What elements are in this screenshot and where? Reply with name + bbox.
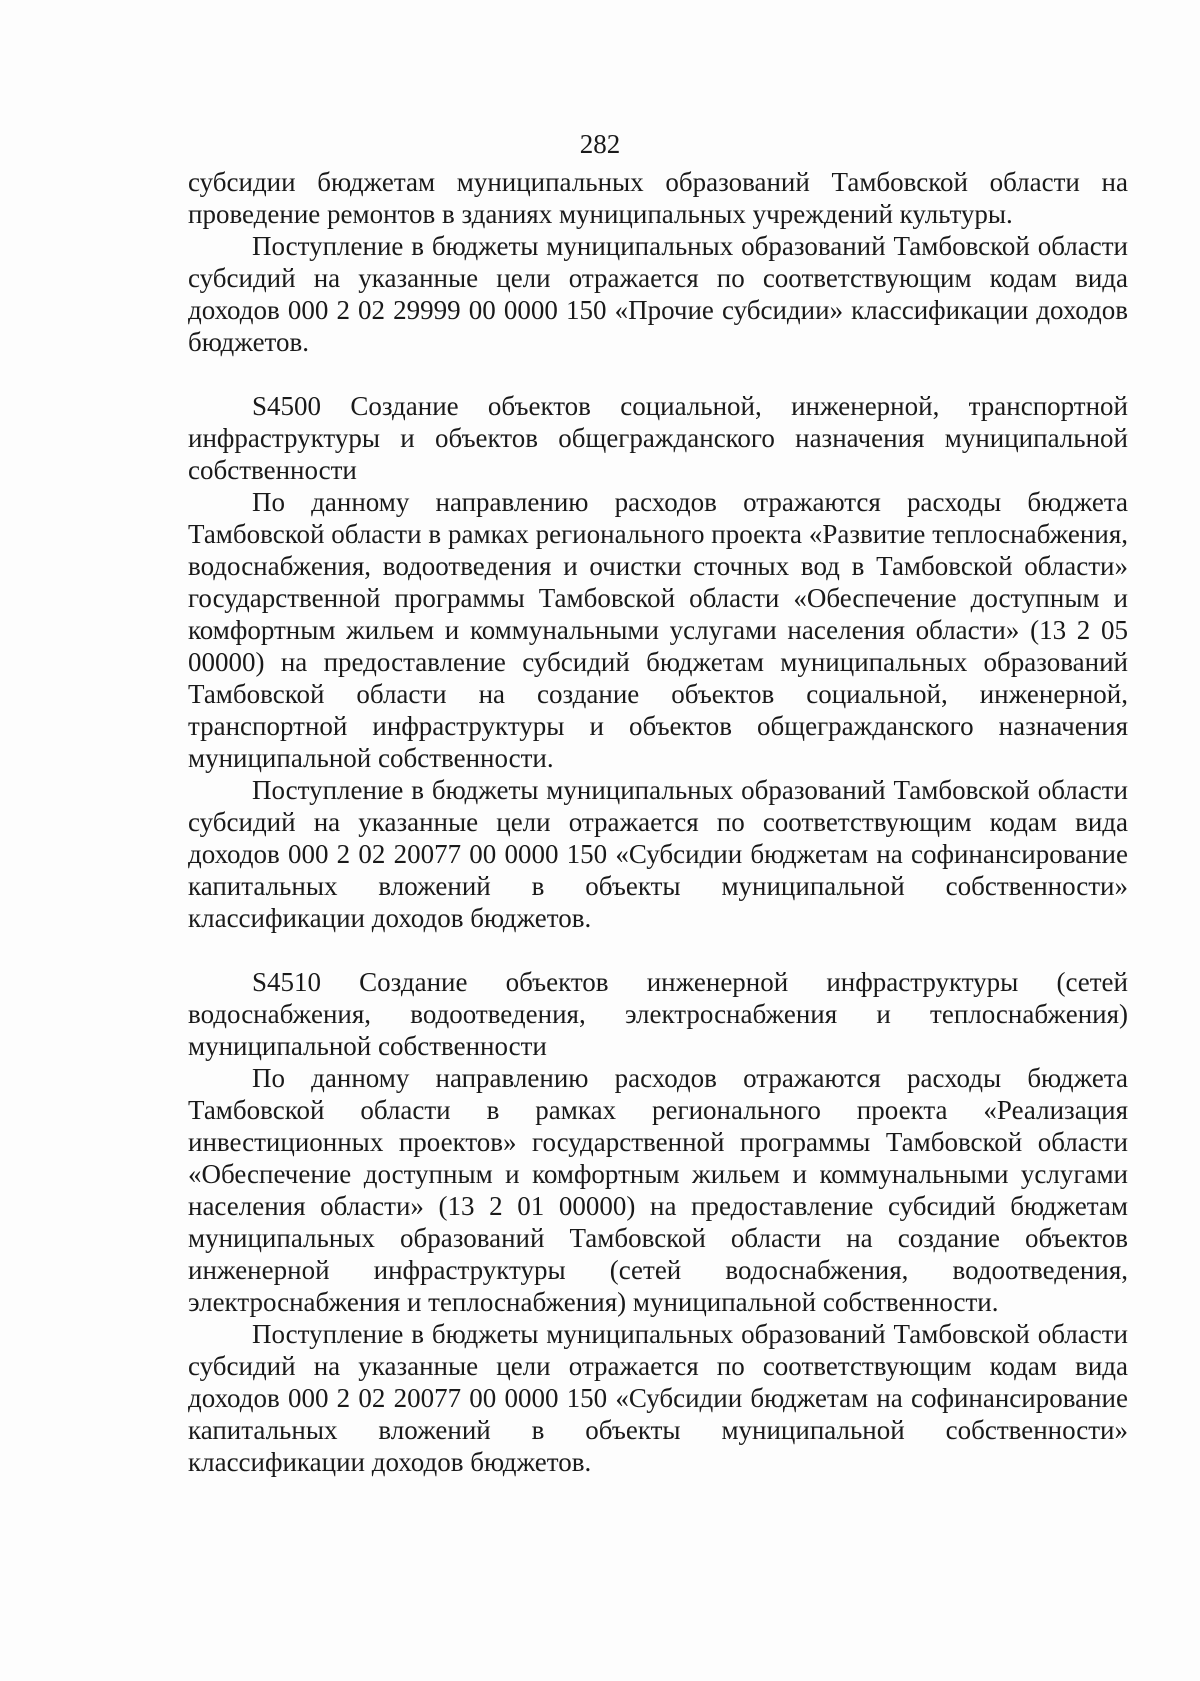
paragraph-s4500-revenue: Поступление в бюджеты муниципальных образований Тамбовской области субсидий на указанные цели отражается по соответствующим кодам вида доходов 000 2 02 20077 00 0000 150 «Субсидии бюджетам на софинансирование капитальных вложений в объекты муниципальной собственности» классификации доходов бюджетов. bbox=[188, 775, 1128, 933]
paragraph-continuation: субсидии бюджетам муниципальных образований Тамбовской области на проведение ремонтов в зданиях муниципальных учреждений культуры. bbox=[188, 167, 1128, 229]
section-heading-s4500: S4500 Создание объектов социальной, инженерной, транспортной инфраструктуры и объектов общегражданского назначения муниципальной собственности bbox=[188, 391, 1128, 485]
paragraph-s4510-revenue: Поступление в бюджеты муниципальных образований Тамбовской области субсидий на указанные цели отражается по соответствующим кодам вида доходов 000 2 02 20077 00 0000 150 «Субсидии бюджетам на софинансирование капитальных вложений в объекты муниципальной собственности» классификации доходов бюджетов. bbox=[188, 1319, 1128, 1477]
paragraph-s4500-description: По данному направлению расходов отражаются расходы бюджета Тамбовской области в рамках регионального проекта «Развитие теплоснабжения, водоснабжения, водоотведения и очистки сточных вод в Тамбовской области» государственной программы Тамбовской области «Обеспечение доступным и комфортным жильем и коммунальными услугами населения области» (13 2 05 00000) на предоставление субсидий бюджетам муниципальных образований Тамбовской области на создание объектов социальной, инженерной, транспортной инфраструктуры и объектов общегражданского назначения муниципальной собственности. bbox=[188, 487, 1128, 773]
paragraph-s4510-description: По данному направлению расходов отражаются расходы бюджета Тамбовской области в рамках регионального проекта «Реализация инвестиционных проектов» государственной программы Тамбовской области «Обеспечение доступным и комфортным жильем и коммунальными услугами населения области» (13 2 01 00000) на предоставление субсидий бюджетам муниципальных образований Тамбовской области на создание объектов инженерной инфраструктуры (сетей водоснабжения, водоотведения, электроснабжения и теплоснабжения) муниципальной собственности. bbox=[188, 1063, 1128, 1317]
document-body bbox=[188, 166, 1128, 1478]
section-heading-s4510: S4510 Создание объектов инженерной инфраструктуры (сетей водоснабжения, водоотведения, электроснабжения и теплоснабжения) муниципальной собственности bbox=[188, 967, 1128, 1061]
page-number: 282 bbox=[579, 129, 621, 159]
paragraph-revenue-note-1: Поступление в бюджеты муниципальных образований Тамбовской области субсидий на указанные цели отражается по соответствующим кодам вида доходов 000 2 02 29999 00 0000 150 «Прочие субсидии» классификации доходов бюджетов. bbox=[188, 231, 1128, 357]
